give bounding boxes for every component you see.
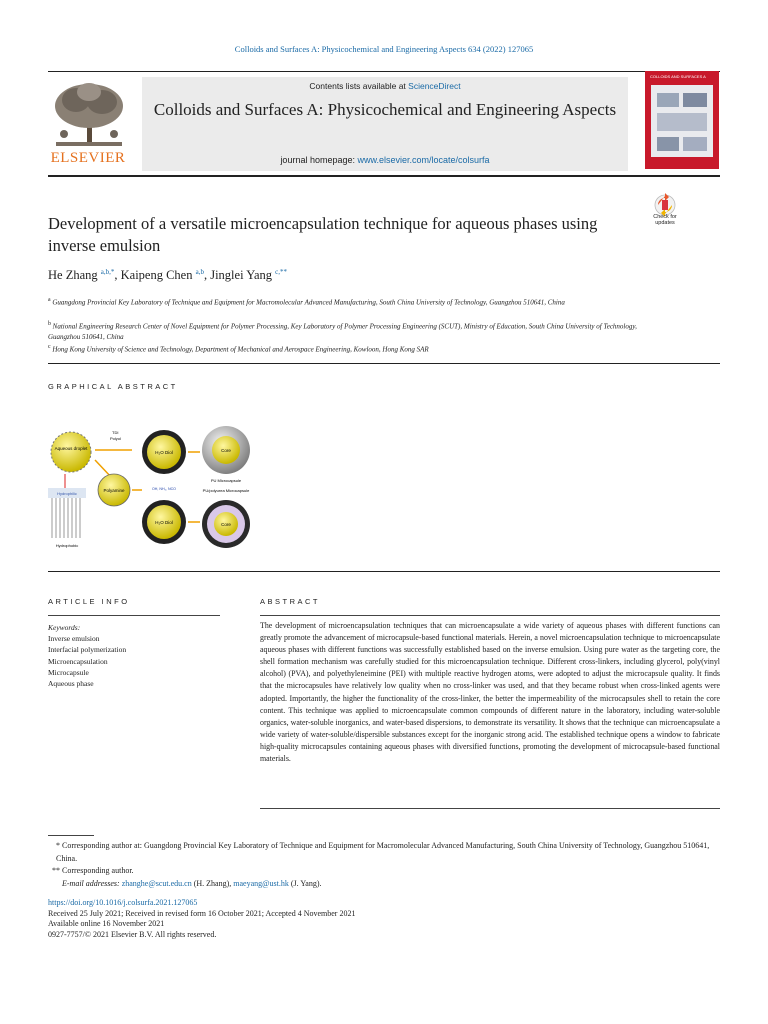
hydrophobic-label: Hydrophobic: [55, 543, 79, 548]
core-bottom-label: Core: [221, 522, 231, 527]
journal-cover-thumbnail[interactable]: [645, 71, 719, 169]
author-name[interactable]: Jinglei Yang: [210, 268, 273, 283]
available-online: Available online 16 November 2021: [48, 919, 165, 928]
sciencedirect-link[interactable]: ScienceDirect: [408, 81, 461, 91]
polyamine-label: Polyamine: [103, 488, 125, 493]
section-rule: [48, 363, 720, 364]
affiliation-text: Guangdong Provincial Key Laboratory of Technique and Equipment for Macromolecular Advanced Manufacturing, South China University of Technology, Guangzhou 510641, China: [52, 298, 565, 307]
homepage-prefix: journal homepage:: [280, 155, 358, 165]
cover-title: COLLOIDS AND SURFACES A: [650, 74, 706, 79]
email-owner: (J. Yang).: [288, 878, 322, 888]
footnote-corresponding-1: * Corresponding author at: Guangdong Provincial Key Laboratory of Technique and Equipment for Macromolecular Advanced Manufacturing, South China University of Technology, Guangzhou 510641, China.: [56, 841, 710, 863]
tdi-label: TDI: [112, 430, 119, 435]
cover-illustration: [651, 85, 713, 157]
check-for-updates-label: Check for updates: [653, 214, 677, 226]
elsevier-tree-logo: [50, 78, 128, 150]
aqueous-label: Aqueous droplet: [54, 446, 88, 451]
copyright: 0927-7757/© 2021 Elsevier B.V. All rights reserved.: [48, 929, 217, 939]
journal-citation[interactable]: Colloids and Surfaces A: Physicochemical and Engineering Aspects 634 (2022) 127065: [234, 44, 534, 54]
contents-line: [142, 81, 628, 91]
affiliation-mark: c: [48, 344, 51, 350]
footnotes: [48, 840, 720, 890]
affiliation-a: [48, 295, 648, 308]
keyword-item: Microcapsule: [48, 667, 89, 677]
polyol-label: Polyol: [110, 436, 121, 441]
affiliation-mark: a: [48, 297, 51, 303]
footnote-emails: [48, 878, 720, 891]
homepage-link[interactable]: www.elsevier.com/locate/colsurfa: [357, 155, 490, 165]
h2o-diol-top-label: H₂O Diol: [155, 450, 173, 455]
article-info-heading: ARTICLE INFO: [48, 597, 130, 606]
author-marks[interactable]: a,b,*: [100, 268, 115, 276]
footnote-corresponding-2: ** Corresponding author.: [52, 866, 134, 875]
publication-info: [48, 898, 720, 940]
pupa-caption: PU/polyurea Microcapsule: [202, 488, 250, 493]
pu-caption: PU Microcapsule: [210, 478, 242, 483]
author-list: He Zhang $^{a,b,*}$, Kaipeng Chen $^{a,b}$, Jinglei Yang $^{c,**}$: [48, 268, 288, 283]
aqueous-droplet: [51, 432, 91, 472]
email-link[interactable]: maeyang@ust.hk: [233, 878, 289, 888]
abstract-body: The development of microencapsulation techniques that can microencapsulate a wide variety of aqueous phases with different functions can greatly promote the advancement of microcapsule-based functional materials. Herein, a novel microencapsulation technique to microencapsulate aqueous phases with different functions was successfully established based on the inverse emulsion. Using pure water as the targeting core, the shell formation mechanism was carefully studied for this microencapsulation technique. Different cross-linkers, including glycerol, poly(vinyl alcohol) (PVA), and polyethyleneimine (PEI) with multiple reactive hydrogen atoms, were adopted to adjust the microcapsule quality. It finds that the microcapsules have relatively low quality when no cross-linker was used, and that they became robust when cross-linked agents were adopted. Importantly, the higher the functionality of the cross-linker, the better the impermeability of the microcapsules shell to retain the core content. This technique was applied to microencapsulate common compounds of different nature in the laboratory, including water-soluble organics, water-soluble inorganics, and water-based dispersions, to demonstrate its versatility. It shows that the technique can microencapsulate a wide variety of water-soluble/dispersible substances except for the inorganic strong acid. The established technique opens a window to fabricate high-quality microcapsules containing aqueous phases with diversified functions, promoting the development of microcapsule-based functional materials.: [260, 621, 720, 764]
h2o-diol-bottom-label: H₂O Diol: [155, 520, 173, 525]
author-name[interactable]: Kaipeng Chen: [120, 268, 193, 283]
surfactant-chains: [52, 498, 80, 538]
affiliation-mark: b: [48, 321, 51, 327]
author-marks[interactable]: a,b: [195, 268, 204, 276]
cover-image: [651, 85, 713, 157]
keywords-label: Keywords:: [48, 623, 81, 632]
graphical-abstract-figure: [40, 420, 260, 555]
author-name[interactable]: He Zhang: [48, 268, 98, 283]
affiliation-text: Hong Kong University of Science and Technology, Department of Mechanical and Aerospace Engineering, Kowloon, Hong Kong SAR: [52, 345, 429, 354]
abstract-heading: ABSTRACT: [260, 597, 321, 606]
cross-label: OH, NH₂, NCO: [152, 487, 176, 491]
journal-homepage: [142, 155, 628, 165]
email-label: E-mail addresses:: [62, 878, 120, 888]
received-dates: Received 25 July 2021; Received in revised form 16 October 2021; Accepted 4 November 2021: [48, 908, 356, 918]
core-top-label: Core: [221, 448, 231, 453]
footnote-rule: [48, 835, 94, 836]
keyword-item: Interfacial polymerization: [48, 645, 127, 655]
paper-title: Development of a versatile microencapsulation technique for aqueous phases using inverse emulsion: [48, 214, 598, 255]
section-rule: [48, 571, 720, 572]
header-top-rule: [48, 71, 720, 72]
article-info-rule: [48, 615, 220, 616]
email-owner: (H. Zhang),: [191, 878, 234, 888]
affiliation-b: [48, 319, 648, 343]
affiliation-text: National Engineering Research Center of Novel Equipment for Polymer Processing, Key Laboratory of Polymer Processing Engineering (SCUT), Ministry of Education, South China University of Technology, Guangzhou 510641, China: [48, 322, 637, 342]
affiliation-c: [48, 342, 648, 355]
keyword-item: Aqueous phase: [48, 679, 94, 689]
email-link[interactable]: zhanghe@scut.edu.cn: [121, 878, 192, 888]
abstract-bottom-rule: [260, 808, 720, 809]
keyword-item: Inverse emulsion: [48, 634, 100, 644]
publisher-name: ELSEVIER: [50, 150, 126, 166]
abstract-top-rule: [260, 615, 720, 616]
hydrophilic-label: Hydrophilic: [57, 491, 77, 496]
header-bottom-rule: [48, 175, 720, 177]
doi-link[interactable]: https://doi.org/10.1016/j.colsurfa.2021.127065: [48, 898, 198, 907]
keywords-block: [48, 622, 218, 689]
graphical-abstract-heading: GRAPHICAL ABSTRACT: [48, 382, 178, 391]
author-marks[interactable]: c,**: [275, 268, 288, 276]
keyword-item: Microencapsulation: [48, 656, 108, 666]
contents-prefix: Contents lists available at: [309, 81, 409, 91]
journal-title: Colloids and Surfaces A: Physicochemical and Engineering Aspects: [153, 100, 617, 119]
